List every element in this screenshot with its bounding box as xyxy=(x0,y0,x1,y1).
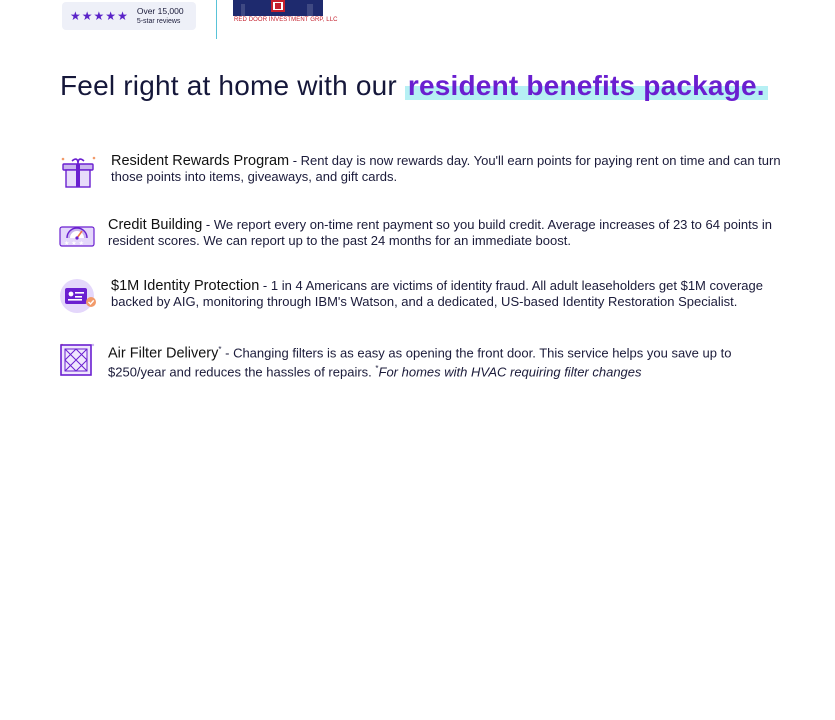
benefit-note-mark: * xyxy=(375,364,379,374)
benefit-separator: - xyxy=(289,153,301,168)
logo-mark-icon xyxy=(233,0,323,16)
benefit-separator: - xyxy=(259,278,271,293)
benefit-text xyxy=(108,217,783,249)
reviews-badge[interactable] xyxy=(62,2,196,30)
company-logo[interactable] xyxy=(233,0,338,26)
benefit-description: We report every on-time rent payment so you build credit. Average increases of 23 to 64 points in resident scores. We can report up to the past 24 months for an immediate boost. xyxy=(108,217,772,248)
headline-highlight: resident benefits package. xyxy=(405,70,768,101)
identity-shield-icon xyxy=(58,278,98,316)
benefit-identity-protection xyxy=(58,278,778,316)
star-icon: ★ xyxy=(93,9,105,23)
benefit-description: 1 in 4 Americans are victims of identity fraud. All adult leaseholders get $1M coverage backed by AIG, monitoring through IBM's Watson, and a dedicated, US-based Identity Restoration Specialist. xyxy=(111,278,763,309)
headline-lead: Feel right at home with our xyxy=(60,70,405,101)
gift-icon xyxy=(58,154,98,192)
review-count: Over 15,000 xyxy=(136,5,184,16)
benefit-separator: - xyxy=(221,345,234,361)
header-divider xyxy=(216,0,217,39)
benefit-title-mark: * xyxy=(218,345,222,354)
star-icon: ★ xyxy=(105,9,117,23)
benefit-text xyxy=(111,153,781,185)
benefit-footnote: For homes with HVAC requiring filter changes xyxy=(378,364,642,380)
benefit-text xyxy=(111,278,781,310)
benefit-air-filter-delivery xyxy=(58,342,778,380)
benefit-title: Resident Rewards Program xyxy=(111,153,290,169)
top-bar xyxy=(0,0,835,42)
benefit-title: $1M Identity Protection xyxy=(111,278,260,294)
star-icon: ★ xyxy=(70,9,81,23)
benefit-text xyxy=(108,342,783,381)
review-summary xyxy=(137,7,184,26)
star-icon: ★ xyxy=(117,9,128,23)
review-subtitle: 5-star reviews xyxy=(136,17,181,25)
benefit-separator: - xyxy=(202,217,214,232)
benefit-description: Changing filters is as easy as opening the front door. This service helps you save up to $250/year and reduces the hassles of repairs. xyxy=(108,345,732,380)
star-icon: ★ xyxy=(81,9,93,23)
benefit-resident-rewards xyxy=(58,153,781,191)
logo-company-name: RED DOOR INVESTMENT GRP, LLC xyxy=(234,17,338,23)
star-rating xyxy=(70,10,128,22)
benefit-credit-building xyxy=(58,217,778,255)
benefit-description: Rent day is now rewards day. You'll earn points for paying rent on time and can turn those points into items, giveaways, and gift cards. xyxy=(111,153,781,184)
svg-text:★ ★ ★: ★ ★ ★ xyxy=(64,240,84,247)
page-headline xyxy=(60,70,768,102)
air-filter-icon xyxy=(58,342,98,380)
credit-gauge-icon xyxy=(58,217,98,255)
benefit-title: Credit Building xyxy=(108,217,203,233)
benefit-title: Air Filter Delivery xyxy=(108,345,219,362)
